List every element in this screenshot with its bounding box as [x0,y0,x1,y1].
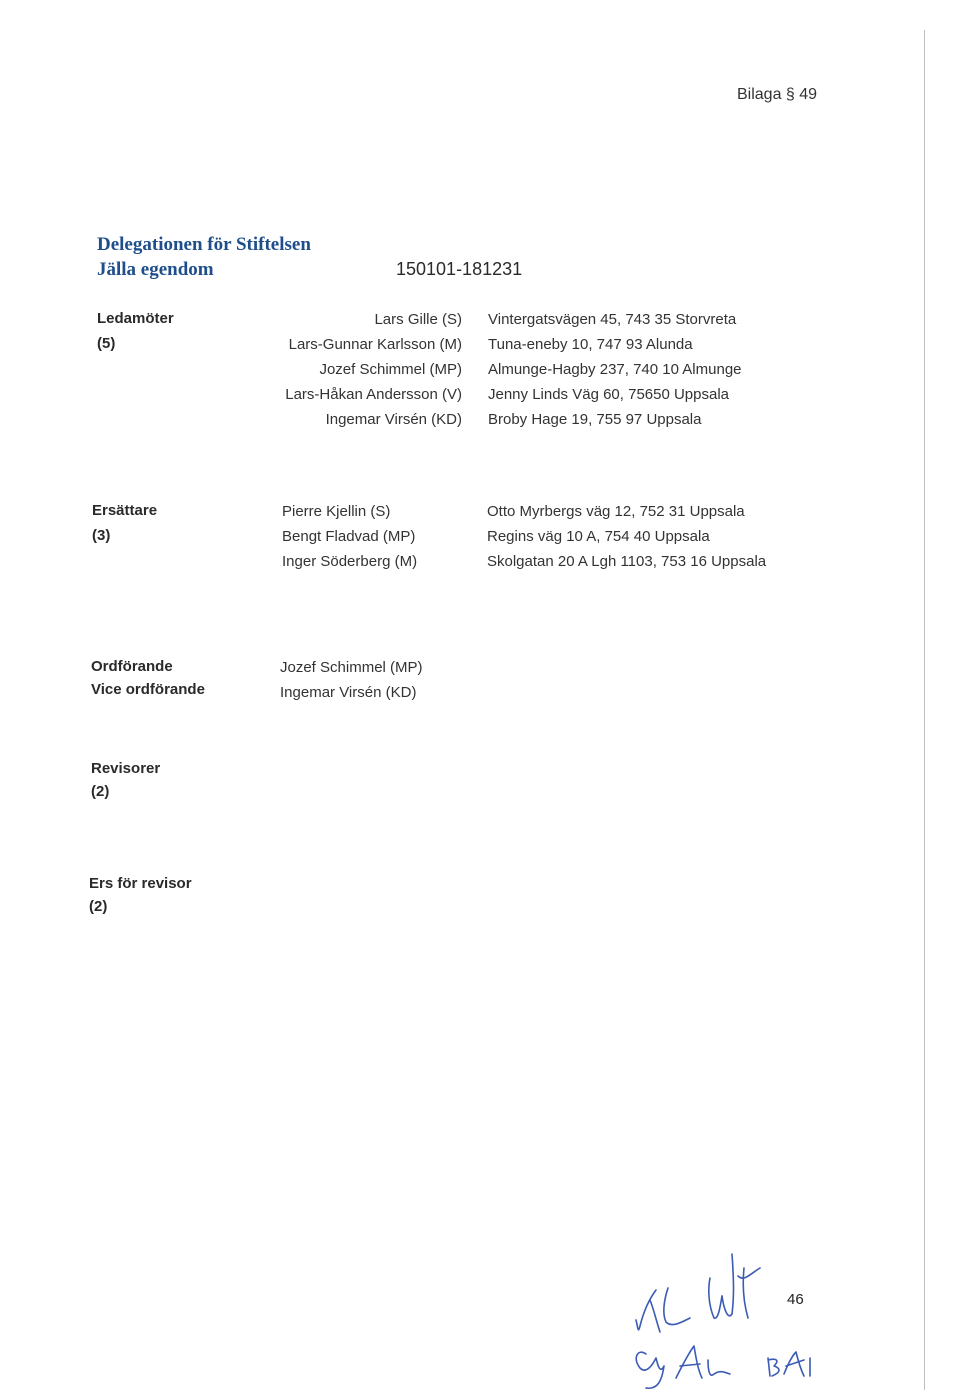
revisorer-count: (2) [91,783,110,800]
period-label: 150101-181231 [396,259,523,279]
member-name: Jozef Schimmel (MP) [319,361,462,378]
vice-ordforande-name: Ingemar Virsén (KD) [280,684,417,701]
initial-stroke [709,1278,722,1318]
initial-stroke [708,1360,730,1375]
ersattare-count: (3) [92,527,111,544]
ledamoter-count: (5) [97,335,116,352]
vice-ordforande-label: Vice ordförande [91,681,205,698]
handwritten-initials [610,1248,850,1393]
member-name: Lars-Håkan Andersson (V) [285,386,462,403]
ledamoter-label: Ledamöter [97,310,174,327]
revisorer-label: Revisorer [91,760,161,777]
member-name: Lars-Gunnar Karlsson (M) [288,336,462,353]
member-address: Jenny Linds Väg 60, 75650 Uppsala [488,386,730,403]
member-name: Pierre Kjellin (S) [282,503,391,520]
member-address: Almunge-Hagby 237, 740 10 Almunge [488,361,742,378]
member-name: Bengt Fladvad (MP) [282,528,416,545]
member-name: Inger Söderberg (M) [282,553,418,570]
initial-stroke [650,1300,660,1332]
member-address: Regins väg 10 A, 754 40 Uppsala [487,528,710,545]
initial-stroke [768,1358,779,1376]
member-address: Skolgatan 20 A Lgh 1103, 753 16 Uppsala [487,553,767,570]
member-address: Broby Hage 19, 755 97 Uppsala [488,411,702,428]
ersattare-label: Ersättare [92,502,158,519]
initial-stroke [676,1346,702,1378]
ledamoter-addresses [488,307,742,432]
document-title-line1: Delegationen för Stiftelsen [97,234,311,255]
member-address: Vintergatsvägen 45, 743 35 Storvreta [488,311,737,328]
member-name: Ingemar Virsén (KD) [325,411,462,428]
ers-revisor-label: Ers för revisor [89,875,192,892]
ers-revisor-count: (2) [89,898,108,915]
initial-stroke [664,1288,690,1325]
ordforande-label: Ordförande [91,658,173,675]
page-number: 46 [787,1291,804,1308]
member-address: Otto Myrbergs väg 12, 752 31 Uppsala [487,503,745,520]
page-edge-line [924,30,925,1390]
ordforande-name: Jozef Schimmel (MP) [280,659,423,676]
initial-stroke [738,1268,760,1318]
initial-stroke [722,1254,734,1316]
member-name: Lars Gille (S) [374,311,462,328]
initial-stroke [784,1352,804,1376]
appendix-label: Bilaga § 49 [737,86,818,103]
ledamoter-names [255,307,462,432]
ersattare-addresses [487,499,766,574]
ersattare-names [282,499,417,574]
document-title-line2: Jälla egendom [97,259,214,280]
initial-stroke [636,1352,664,1388]
member-address: Tuna-eneby 10, 747 93 Alunda [488,336,693,353]
ordforande-names [280,655,423,705]
